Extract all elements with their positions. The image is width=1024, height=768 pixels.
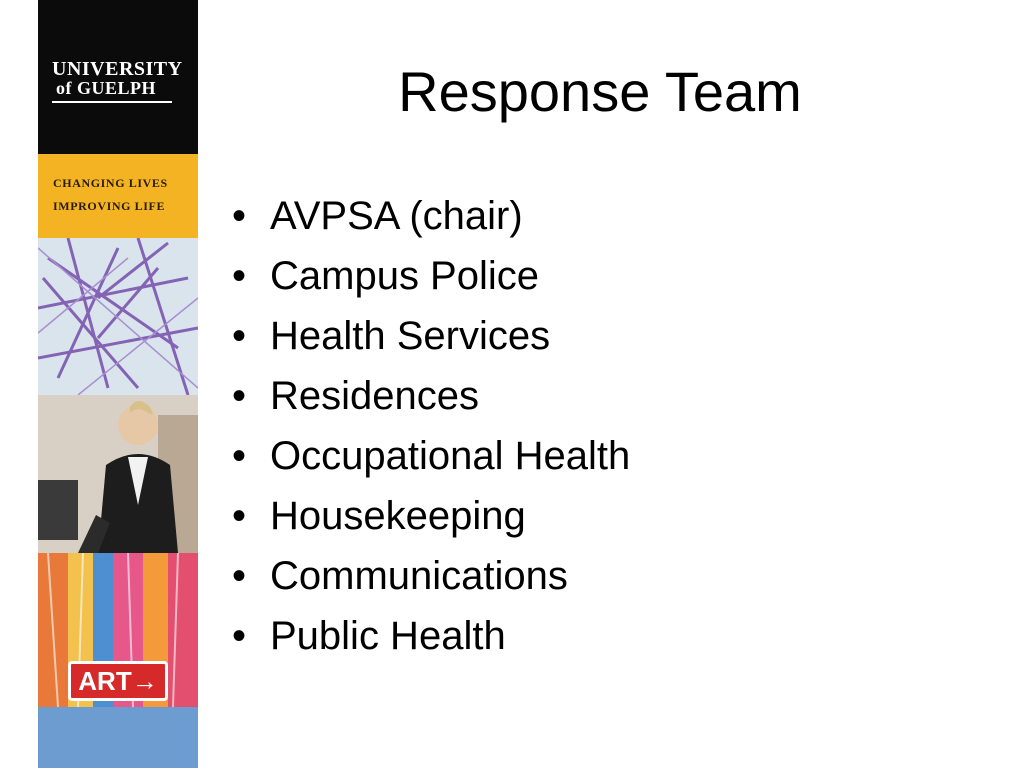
- pattern-lines-graphic: [38, 238, 198, 395]
- art-sign: ART→: [68, 661, 168, 701]
- logo-divider: [52, 101, 172, 103]
- list-item-text: Communications: [270, 554, 568, 598]
- list-item-text: AVPSA (chair): [270, 194, 523, 238]
- list-item: [232, 486, 630, 546]
- list-item-text: Campus Police: [270, 254, 540, 298]
- list-item: [232, 426, 630, 486]
- student-photo: [38, 395, 198, 553]
- bullet-icon: •: [232, 494, 247, 538]
- tagline-banner: [38, 154, 198, 238]
- bullet-icon: •: [232, 254, 247, 298]
- logo-top-text: UNIVERSITY: [52, 58, 183, 80]
- abstract-pattern-image: [38, 238, 198, 395]
- logo-bottom-text: of GUELPH: [56, 78, 157, 98]
- student-figure-graphic: [38, 395, 198, 553]
- art-poster-photo: [38, 553, 198, 707]
- bullet-icon: •: [232, 614, 247, 658]
- list-item: [232, 606, 630, 666]
- list-item: [232, 306, 630, 366]
- bullet-list: [232, 186, 630, 666]
- bullet-icon: •: [232, 554, 247, 598]
- list-item-text: Residences: [270, 374, 480, 418]
- bullet-icon: •: [232, 434, 247, 478]
- list-item-text: Occupational Health: [270, 434, 631, 478]
- bullet-icon: •: [232, 374, 247, 418]
- list-item-text: Health Services: [270, 314, 551, 358]
- tagline-line-1: CHANGING LIVES: [53, 176, 168, 190]
- list-item: [232, 366, 630, 426]
- bullet-icon: •: [232, 314, 247, 358]
- tagline-line-2: IMPROVING LIFE: [53, 199, 166, 213]
- slide-title: Response Team: [398, 60, 802, 123]
- sidebar-banner: [38, 0, 198, 768]
- university-logo: [38, 0, 198, 154]
- list-item: [232, 246, 630, 306]
- list-item: [232, 546, 630, 606]
- list-item-text: Public Health: [270, 614, 506, 658]
- list-item: [232, 186, 630, 246]
- sidebar-footer-block: [38, 707, 198, 768]
- bullet-icon: •: [232, 194, 247, 238]
- list-item-text: Housekeeping: [270, 494, 526, 538]
